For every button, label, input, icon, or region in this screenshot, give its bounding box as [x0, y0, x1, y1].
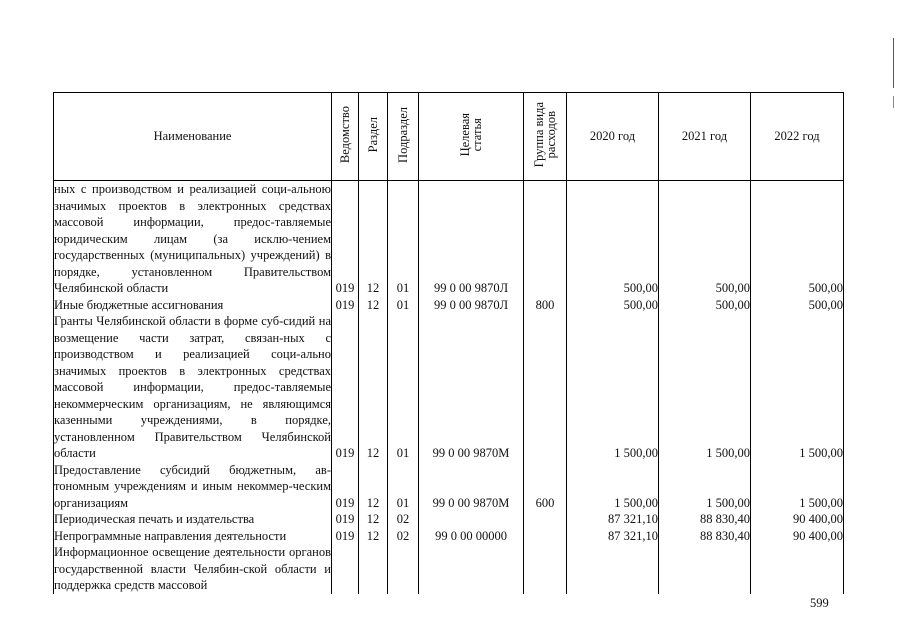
row-2022: 500,00: [751, 181, 844, 297]
table-row: [54, 181, 844, 297]
header-celevaya: Целевая статья: [419, 93, 524, 181]
row-gruppa: [524, 313, 567, 462]
table-row: [54, 511, 844, 528]
row-2022: [751, 544, 844, 594]
row-razdel: 12: [359, 528, 388, 545]
row-celevaya: 99 0 00 9870М: [419, 313, 524, 462]
table-row: [54, 544, 844, 594]
row-gruppa: [524, 511, 567, 528]
row-2022: 1 500,00: [751, 313, 844, 462]
row-2020: 1 500,00: [567, 462, 659, 512]
row-2020: 500,00: [567, 297, 659, 314]
header-razdel: Раздел: [359, 93, 388, 181]
row-celevaya: 99 0 00 9870Л: [419, 297, 524, 314]
row-2021: 1 500,00: [659, 313, 751, 462]
row-celevaya: [419, 511, 524, 528]
row-podrazdel: 01: [388, 462, 419, 512]
row-vedomstvo: 019: [332, 297, 359, 314]
row-2022: 1 500,00: [751, 462, 844, 512]
row-gruppa: [524, 181, 567, 297]
row-name: Иные бюджетные ассигнования: [54, 297, 332, 314]
row-celevaya: [419, 544, 524, 594]
row-razdel: [359, 544, 388, 594]
header-podrazdel: Подраздел: [388, 93, 419, 181]
row-vedomstvo: [332, 544, 359, 594]
row-name: Гранты Челябинской области в форме суб-сидий на возмещение части затрат, связан-ных с производством и реализацией соци-ально значимых проектов в электронных средствах массовой информации, предос-тавляемые некоммерческим организациям, не являющимся казенными учреждениями, в порядке, установленном Правительством Челябинской области: [54, 314, 331, 460]
row-2020: 500,00: [567, 181, 659, 297]
budget-table: [53, 92, 844, 594]
page-number: 599: [810, 596, 829, 610]
row-2021: 1 500,00: [659, 462, 751, 512]
row-name: ных с производством и реализацией соци-альною значимых проектов в электронных средствах массовой информации, предос-тавляемые юридическим лицам (за исклю-чением государственных (муниципальных) учреждений) в порядке, установленном Правительством Челябинской области: [54, 182, 331, 295]
row-razdel: 12: [359, 313, 388, 462]
row-gruppa: [524, 528, 567, 545]
table-row: [54, 297, 844, 314]
row-name: Информационное освещение деятельности органов государственной власти Челябин-ской области и поддержка средств массовой: [54, 545, 331, 592]
row-2021: 88 830,40: [659, 528, 751, 545]
row-podrazdel: 02: [388, 511, 419, 528]
row-podrazdel: [388, 544, 419, 594]
row-2021: 500,00: [659, 181, 751, 297]
row-2022: 90 400,00: [751, 528, 844, 545]
row-podrazdel: 01: [388, 181, 419, 297]
row-2020: 1 500,00: [567, 313, 659, 462]
row-gruppa: [524, 544, 567, 594]
scan-artifact-line: [893, 38, 894, 88]
row-razdel: 12: [359, 511, 388, 528]
row-vedomstvo: 019: [332, 313, 359, 462]
row-vedomstvo: 019: [332, 181, 359, 297]
row-razdel: 12: [359, 181, 388, 297]
row-vedomstvo: 019: [332, 462, 359, 512]
table-row: [54, 462, 844, 512]
header-name: Наименование: [54, 93, 332, 181]
row-name: Предоставление субсидий бюджетным, ав-тономным учреждениям и иным некоммер-ческим организациям: [54, 462, 331, 510]
row-2020: 87 321,10: [567, 528, 659, 545]
row-razdel: 12: [359, 462, 388, 512]
header-gruppa: Группа вида расходов: [524, 93, 567, 181]
row-name: Периодическая печать и издательства: [54, 511, 332, 528]
row-celevaya: 99 0 00 9870Л: [419, 181, 524, 297]
row-gruppa: 600: [524, 462, 567, 512]
row-2022: 500,00: [751, 297, 844, 314]
header-2021: 2021 год: [659, 93, 751, 181]
header-2022: 2022 год: [751, 93, 844, 181]
header-vedomstvo: Ведомство: [332, 93, 359, 181]
table-row: [54, 313, 844, 462]
row-2021: 88 830,40: [659, 511, 751, 528]
row-podrazdel: 02: [388, 528, 419, 545]
row-name: Непрограммные направления деятельности: [54, 528, 332, 545]
row-2020: 87 321,10: [567, 511, 659, 528]
row-vedomstvo: 019: [332, 528, 359, 545]
scan-artifact-line: [893, 96, 894, 108]
header-2020: 2020 год: [567, 93, 659, 181]
row-2020: [567, 544, 659, 594]
row-celevaya: 99 0 00 00000: [419, 528, 524, 545]
row-razdel: 12: [359, 297, 388, 314]
row-vedomstvo: 019: [332, 511, 359, 528]
table-row: [54, 528, 844, 545]
row-gruppa: 800: [524, 297, 567, 314]
row-2021: [659, 544, 751, 594]
row-podrazdel: 01: [388, 297, 419, 314]
row-celevaya: 99 0 00 9870М: [419, 462, 524, 512]
row-2021: 500,00: [659, 297, 751, 314]
row-podrazdel: 01: [388, 313, 419, 462]
row-2022: 90 400,00: [751, 511, 844, 528]
table-header-row: [54, 93, 844, 181]
